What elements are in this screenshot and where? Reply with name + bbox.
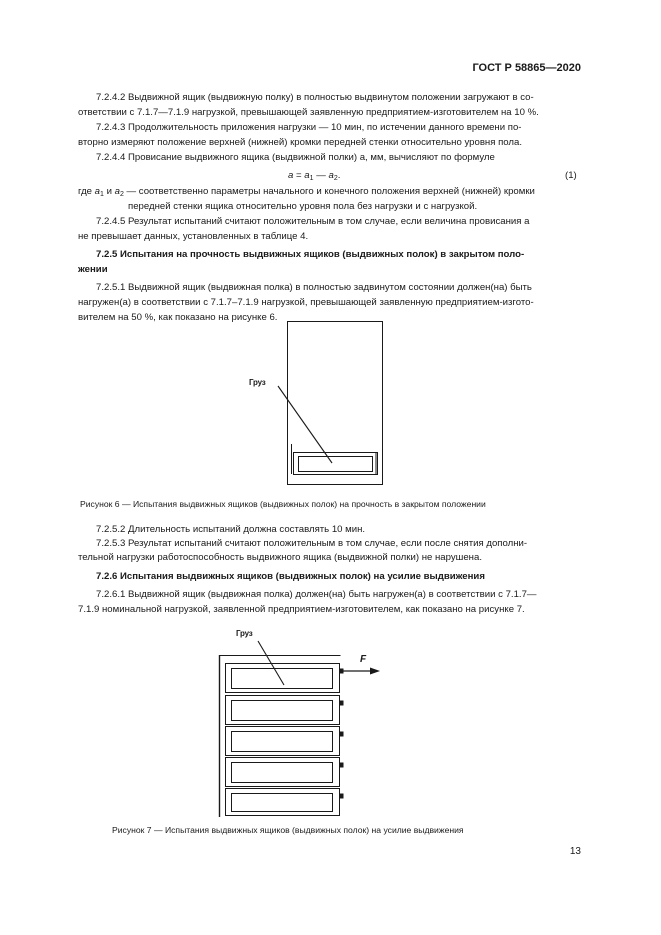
paragraph-7-2-5-1: 7.2.5.1 Выдвижной ящик (выдвижная полка) в полностью задвинутом состоянии должен(на) быть <box>96 282 532 293</box>
paragraph-7-2-5-2: 7.2.5.2 Длительность испытаний должна составлять 10 мин. <box>96 524 366 535</box>
force-label: F <box>360 654 367 665</box>
section-title-7-2-6: 7.2.6 Испытания выдвижных ящиков (выдвижных полок) на усилие выдвижения <box>96 571 485 582</box>
figure-6-caption: Рисунок 6 — Испытания выдвижных ящиков (выдвижных полок) на прочность в закрытом положении <box>80 499 486 509</box>
formula-number: (1) <box>565 170 577 181</box>
paragraph-7-2-6-1: 7.2.6.1 Выдвижной ящик (выдвижная полка) должен(на) быть нагружен(а) в соответствии с 7.1.7— <box>96 589 537 600</box>
figure-7-caption: Рисунок 7 — Испытания выдвижных ящиков (выдвижных полок) на усилие выдвижения <box>112 825 464 835</box>
cabinet-outline <box>288 322 383 485</box>
section-title-line2: жении <box>78 264 108 275</box>
paragraph-line: ответствии с 7.1.7—7.1.9 нагрузкой, превышающей заявленную предприятием-изготовителем на 10 %. <box>78 107 539 118</box>
force-arrow-head <box>370 668 380 675</box>
formula: $a = a_1$ — $a_2$. <box>288 170 341 182</box>
paragraph-7-2-4-4: 7.2.4.4 Провисание выдвижного ящика (выдвижной полки) a, мм, вычисляют по формуле <box>96 152 495 163</box>
fig7-load-label: Груз <box>236 629 253 638</box>
section-title-7-2-5: 7.2.5 Испытания на прочность выдвижных ящиков (выдвижных полок) в закрытом поло- <box>96 249 525 260</box>
where-line: где $a_1$ и $a_2$ — соответственно параметры начального и конечного положения верхней (нижней) кромки <box>78 186 535 198</box>
paragraph-line: тельной нагрузки работоспособность выдвижного ящика (выдвижной полки) не нарушена. <box>78 552 482 563</box>
paragraph-7-2-4-5: 7.2.4.5 Результат испытаний считают положительным в том случае, если величина провисания a <box>96 216 530 227</box>
load-pointer-line <box>278 386 332 463</box>
paragraph-7-2-5-3: 7.2.5.3 Результат испытаний считают положительным в том случае, если после снятия дополни- <box>96 538 528 549</box>
where-line-2: передней стенки ящика относительно уровня пола без нагрузки и с нагрузкой. <box>128 201 478 212</box>
page-number: 13 <box>569 846 581 857</box>
fig6-load-label: Груз <box>249 378 266 387</box>
paragraph-line: не превышает данных, установленных в таблице 4. <box>78 231 309 242</box>
paragraph-line: 7.2.4.2 Выдвижной ящик (выдвижную полку) в полностью выдвинутом положении загружают в со- <box>96 92 534 103</box>
paragraph-line: вторно измеряют положение верхней (нижней) кромки передней стенки относительно уровня пола. <box>78 137 523 148</box>
figure-6-drawing <box>230 316 410 491</box>
paragraph-line: 7.2.4.3 Продолжительность приложения нагрузки — 10 мин, по истечении данного времени по- <box>96 122 522 133</box>
paragraph-line: нагружен(а) в соответствии с 7.1.7–7.1.9 нагрузкой, превышающей заявленную предприятием-изгото- <box>78 297 534 308</box>
document-id: ГОСТ Р 58865—2020 <box>472 62 581 74</box>
figure-7-drawing <box>210 625 395 820</box>
drawer-inner <box>299 457 373 472</box>
paragraph-line: 7.1.9 номинальной нагрузкой, заявленной предприятием-изготовителем, как показано на рисунке 7. <box>78 604 525 615</box>
drawer-1-inner <box>232 669 333 689</box>
paragraph-line: вителем на 50 %, как показано на рисунке 6. <box>78 312 278 323</box>
